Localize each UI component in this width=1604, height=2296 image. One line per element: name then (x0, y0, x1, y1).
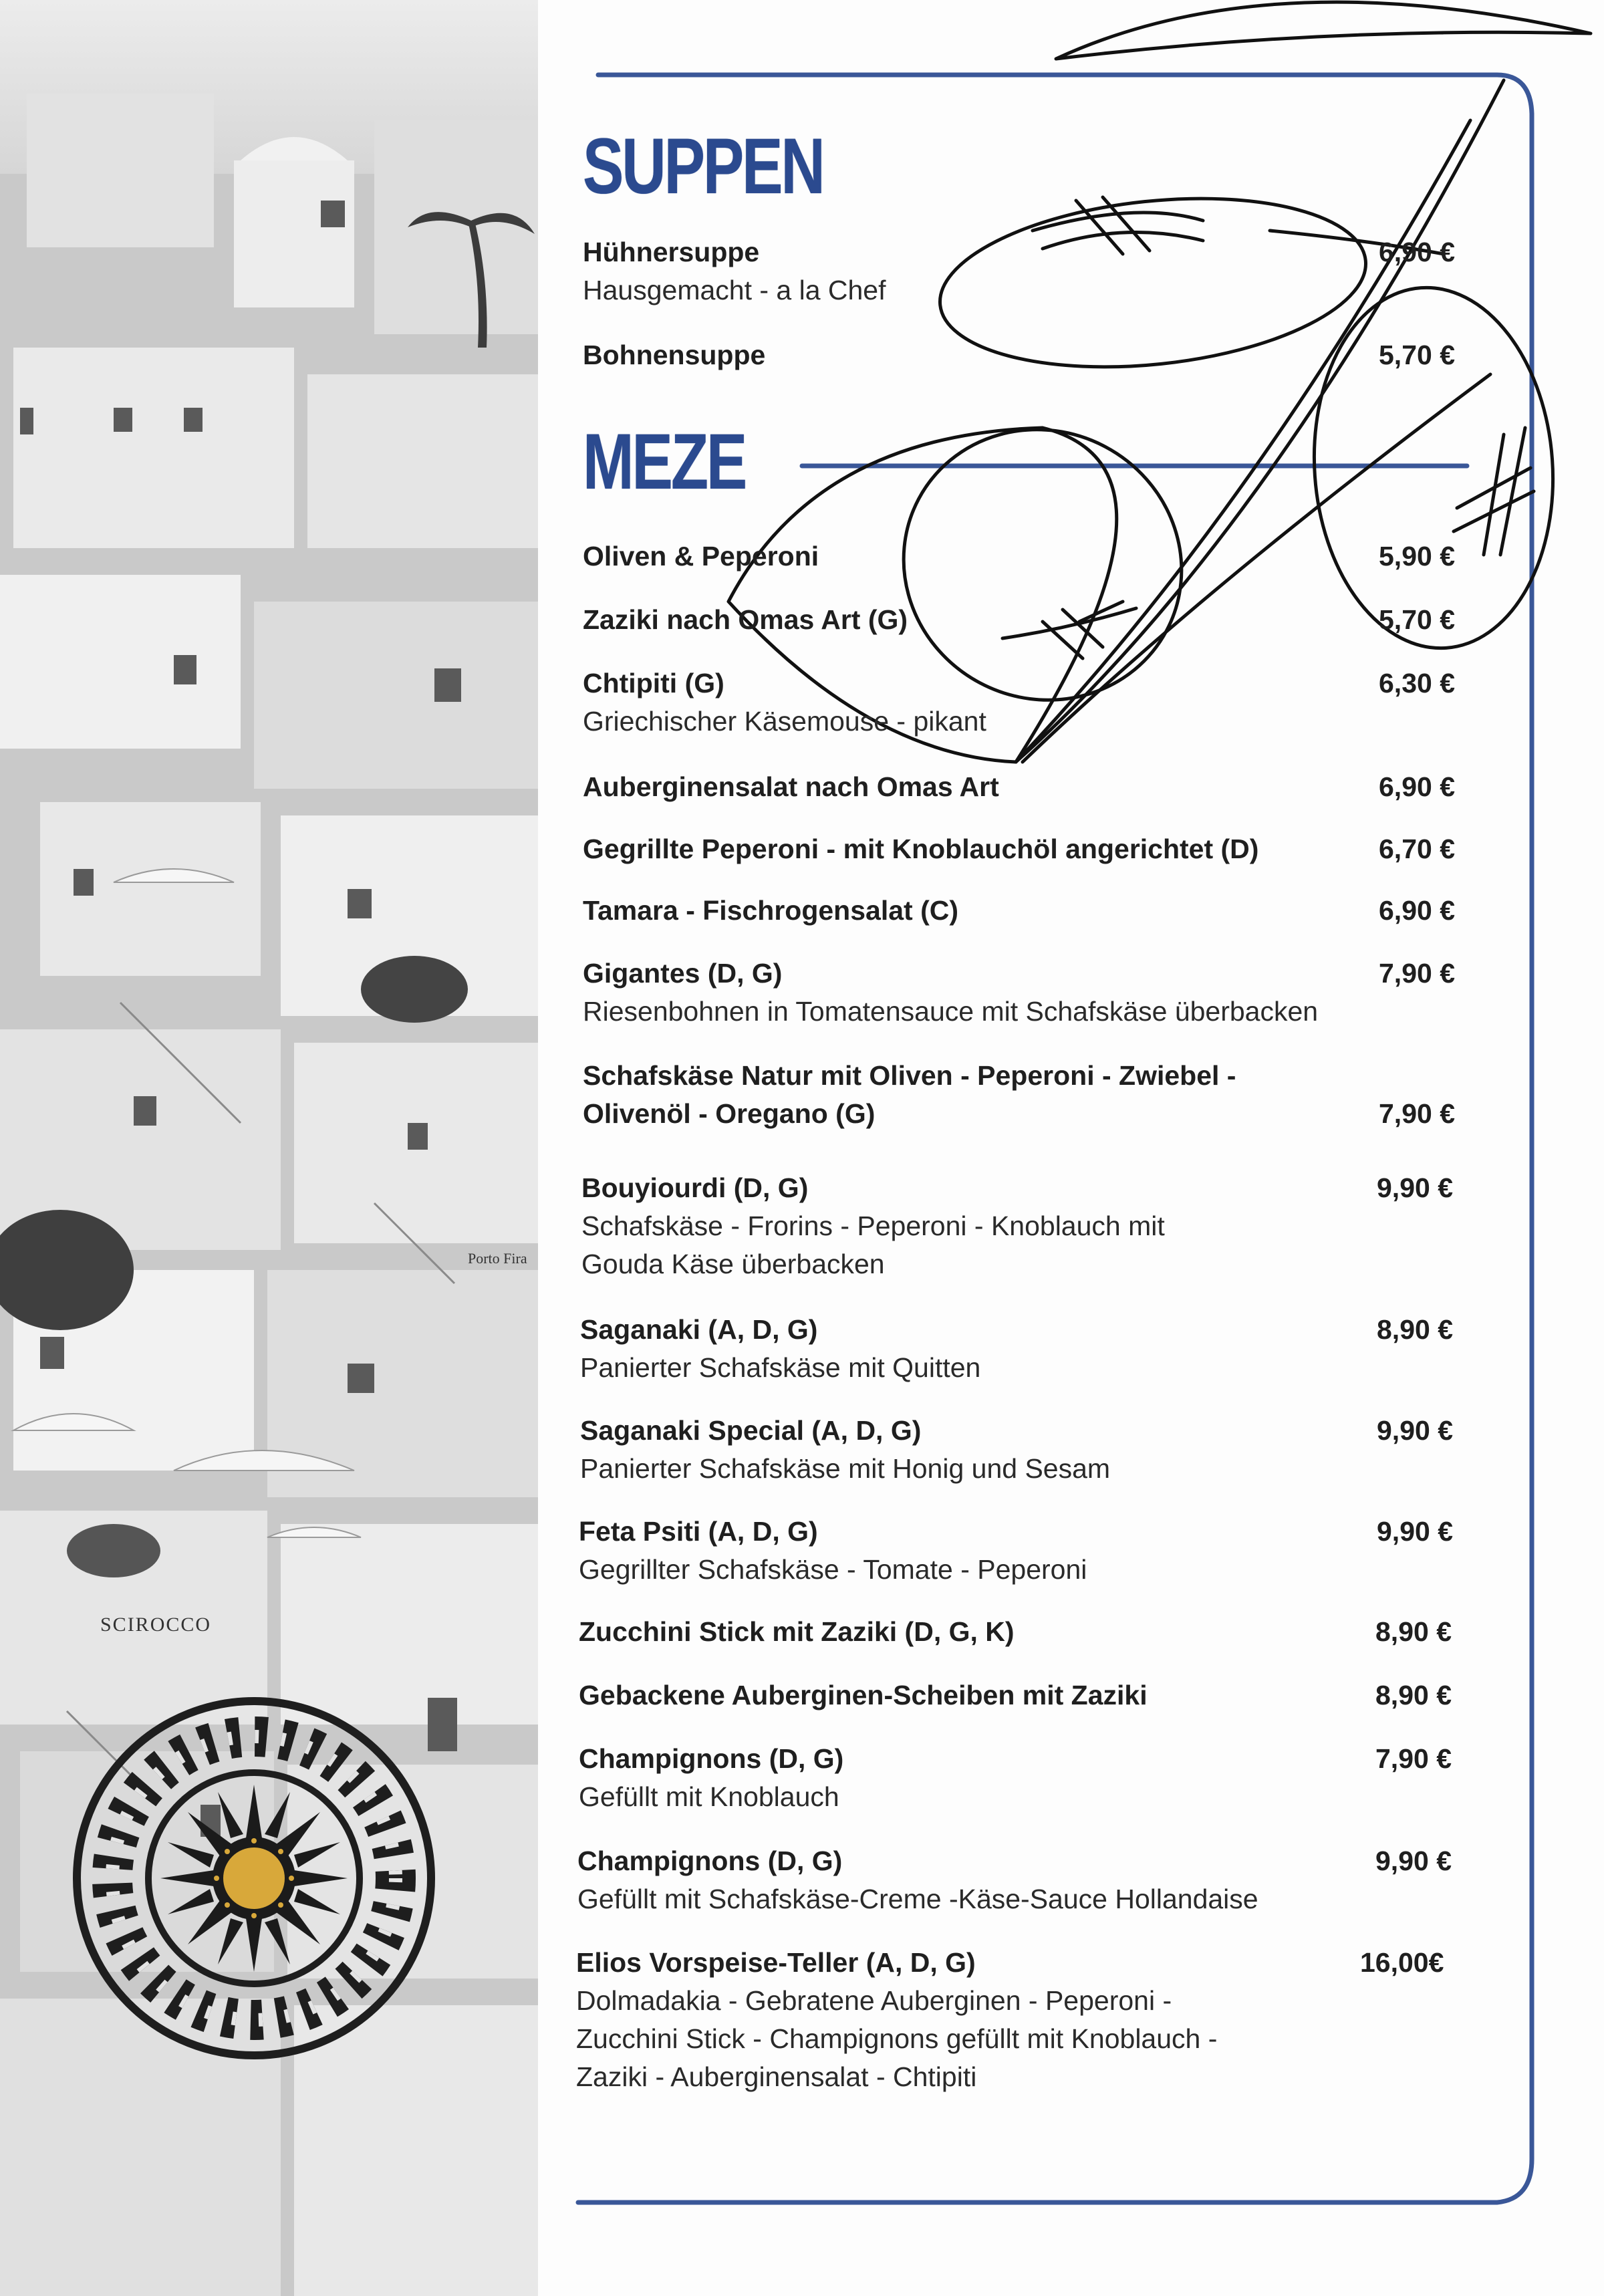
item-price: 9,90 € (1375, 1845, 1452, 1876)
item-price: 16,00€ (1360, 1947, 1444, 1978)
item-price: 5,70 € (1379, 340, 1455, 370)
item-name: Chtipiti (G) (583, 668, 724, 698)
item-price: 6,70 € (1379, 834, 1455, 864)
item-description: Gegrillter Schafskäse - Tomate - Peperoni (579, 1554, 1087, 1585)
item-price: 8,90 € (1375, 1616, 1452, 1647)
item-name: Hühnersuppe (583, 237, 760, 267)
item-name: Feta Psiti (A, D, G) (579, 1516, 818, 1547)
item-description: Griechischer Käsemouse - pikant (583, 706, 986, 737)
item-name: Saganaki (A, D, G) (580, 1314, 818, 1345)
olive-branch-illustration-icon (728, 2, 1591, 762)
item-price: 7,90 € (1375, 1743, 1452, 1774)
item-description-continued: Zaziki - Auberginensalat - Chtipiti (576, 2061, 977, 2092)
item-price: 5,70 € (1379, 604, 1455, 635)
item-price: 9,90 € (1377, 1516, 1453, 1547)
item-description: Hausgemacht - a la Chef (583, 275, 886, 305)
item-description: Dolmadakia - Gebratene Auberginen - Peperoni - (576, 1985, 1172, 2016)
item-name: Schafskäse Natur mit Oliven - Peperoni - Zwiebel - (583, 1060, 1236, 1091)
item-price: 6,90 € (1379, 237, 1455, 267)
section-heading-suppen: SUPPEN (583, 122, 823, 211)
item-description: Schafskäse - Frorins - Peperoni - Knoblauch mit (581, 1210, 1165, 1241)
item-description: Panierter Schafskäse mit Quitten (580, 1352, 981, 1383)
item-name: Zucchini Stick mit Zaziki (D, G, K) (579, 1616, 1015, 1647)
item-name: Gebackene Auberginen-Scheiben mit Zaziki (579, 1680, 1148, 1710)
item-price: 8,90 € (1375, 1680, 1452, 1710)
item-price: 8,90 € (1377, 1314, 1453, 1345)
item-name: Oliven & Peperoni (583, 541, 819, 571)
item-name: Gegrillte Peperoni - mit Knoblauchöl angerichtet (D) (583, 834, 1259, 864)
item-description: Gefüllt mit Knoblauch (579, 1781, 839, 1812)
sign-scirocco: SCIROCCO (100, 1614, 212, 1636)
item-name: Bohnensuppe (583, 340, 766, 370)
item-name: Elios Vorspeise-Teller (A, D, G) (576, 1947, 976, 1978)
item-price: 6,90 € (1379, 895, 1455, 926)
item-price: 9,90 € (1377, 1415, 1453, 1446)
item-name: Champignons (D, G) (577, 1845, 843, 1876)
item-description: Gefüllt mit Schafskäse-Creme -Käse-Sauce Hollandaise (577, 1884, 1258, 1914)
item-price: 9,90 € (1377, 1172, 1453, 1203)
item-description: Riesenbohnen in Tomatensauce mit Schafskäse überbacken (583, 996, 1319, 1027)
item-price: 7,90 € (1379, 958, 1455, 989)
section-heading-meze: MEZE (583, 418, 746, 506)
item-description: Panierter Schafskäse mit Honig und Sesam (580, 1453, 1111, 1484)
item-description-continued: Zucchini Stick - Champignons gefüllt mit Knoblauch - (576, 2023, 1218, 2054)
item-description-continued: Gouda Käse überbacken (581, 1249, 885, 1279)
item-name: Auberginensalat nach Omas Art (583, 771, 999, 802)
item-name-continued: Olivenöl - Oregano (G) (583, 1098, 876, 1129)
item-name: Zaziki nach Omas Art (G) (583, 604, 908, 635)
item-name: Bouyiourdi (D, G) (581, 1172, 809, 1203)
item-price: 6,30 € (1379, 668, 1455, 698)
item-price: 6,90 € (1379, 771, 1455, 802)
item-price: 7,90 € (1379, 1098, 1455, 1129)
item-price: 5,90 € (1379, 541, 1455, 571)
sign-porto-fira: Porto Fira (468, 1250, 527, 1267)
item-name: Champignons (D, G) (579, 1743, 844, 1774)
item-name: Tamara - Fischrogensalat (C) (583, 895, 958, 926)
item-name: Saganaki Special (A, D, G) (580, 1415, 922, 1446)
item-name: Gigantes (D, G) (583, 958, 783, 989)
